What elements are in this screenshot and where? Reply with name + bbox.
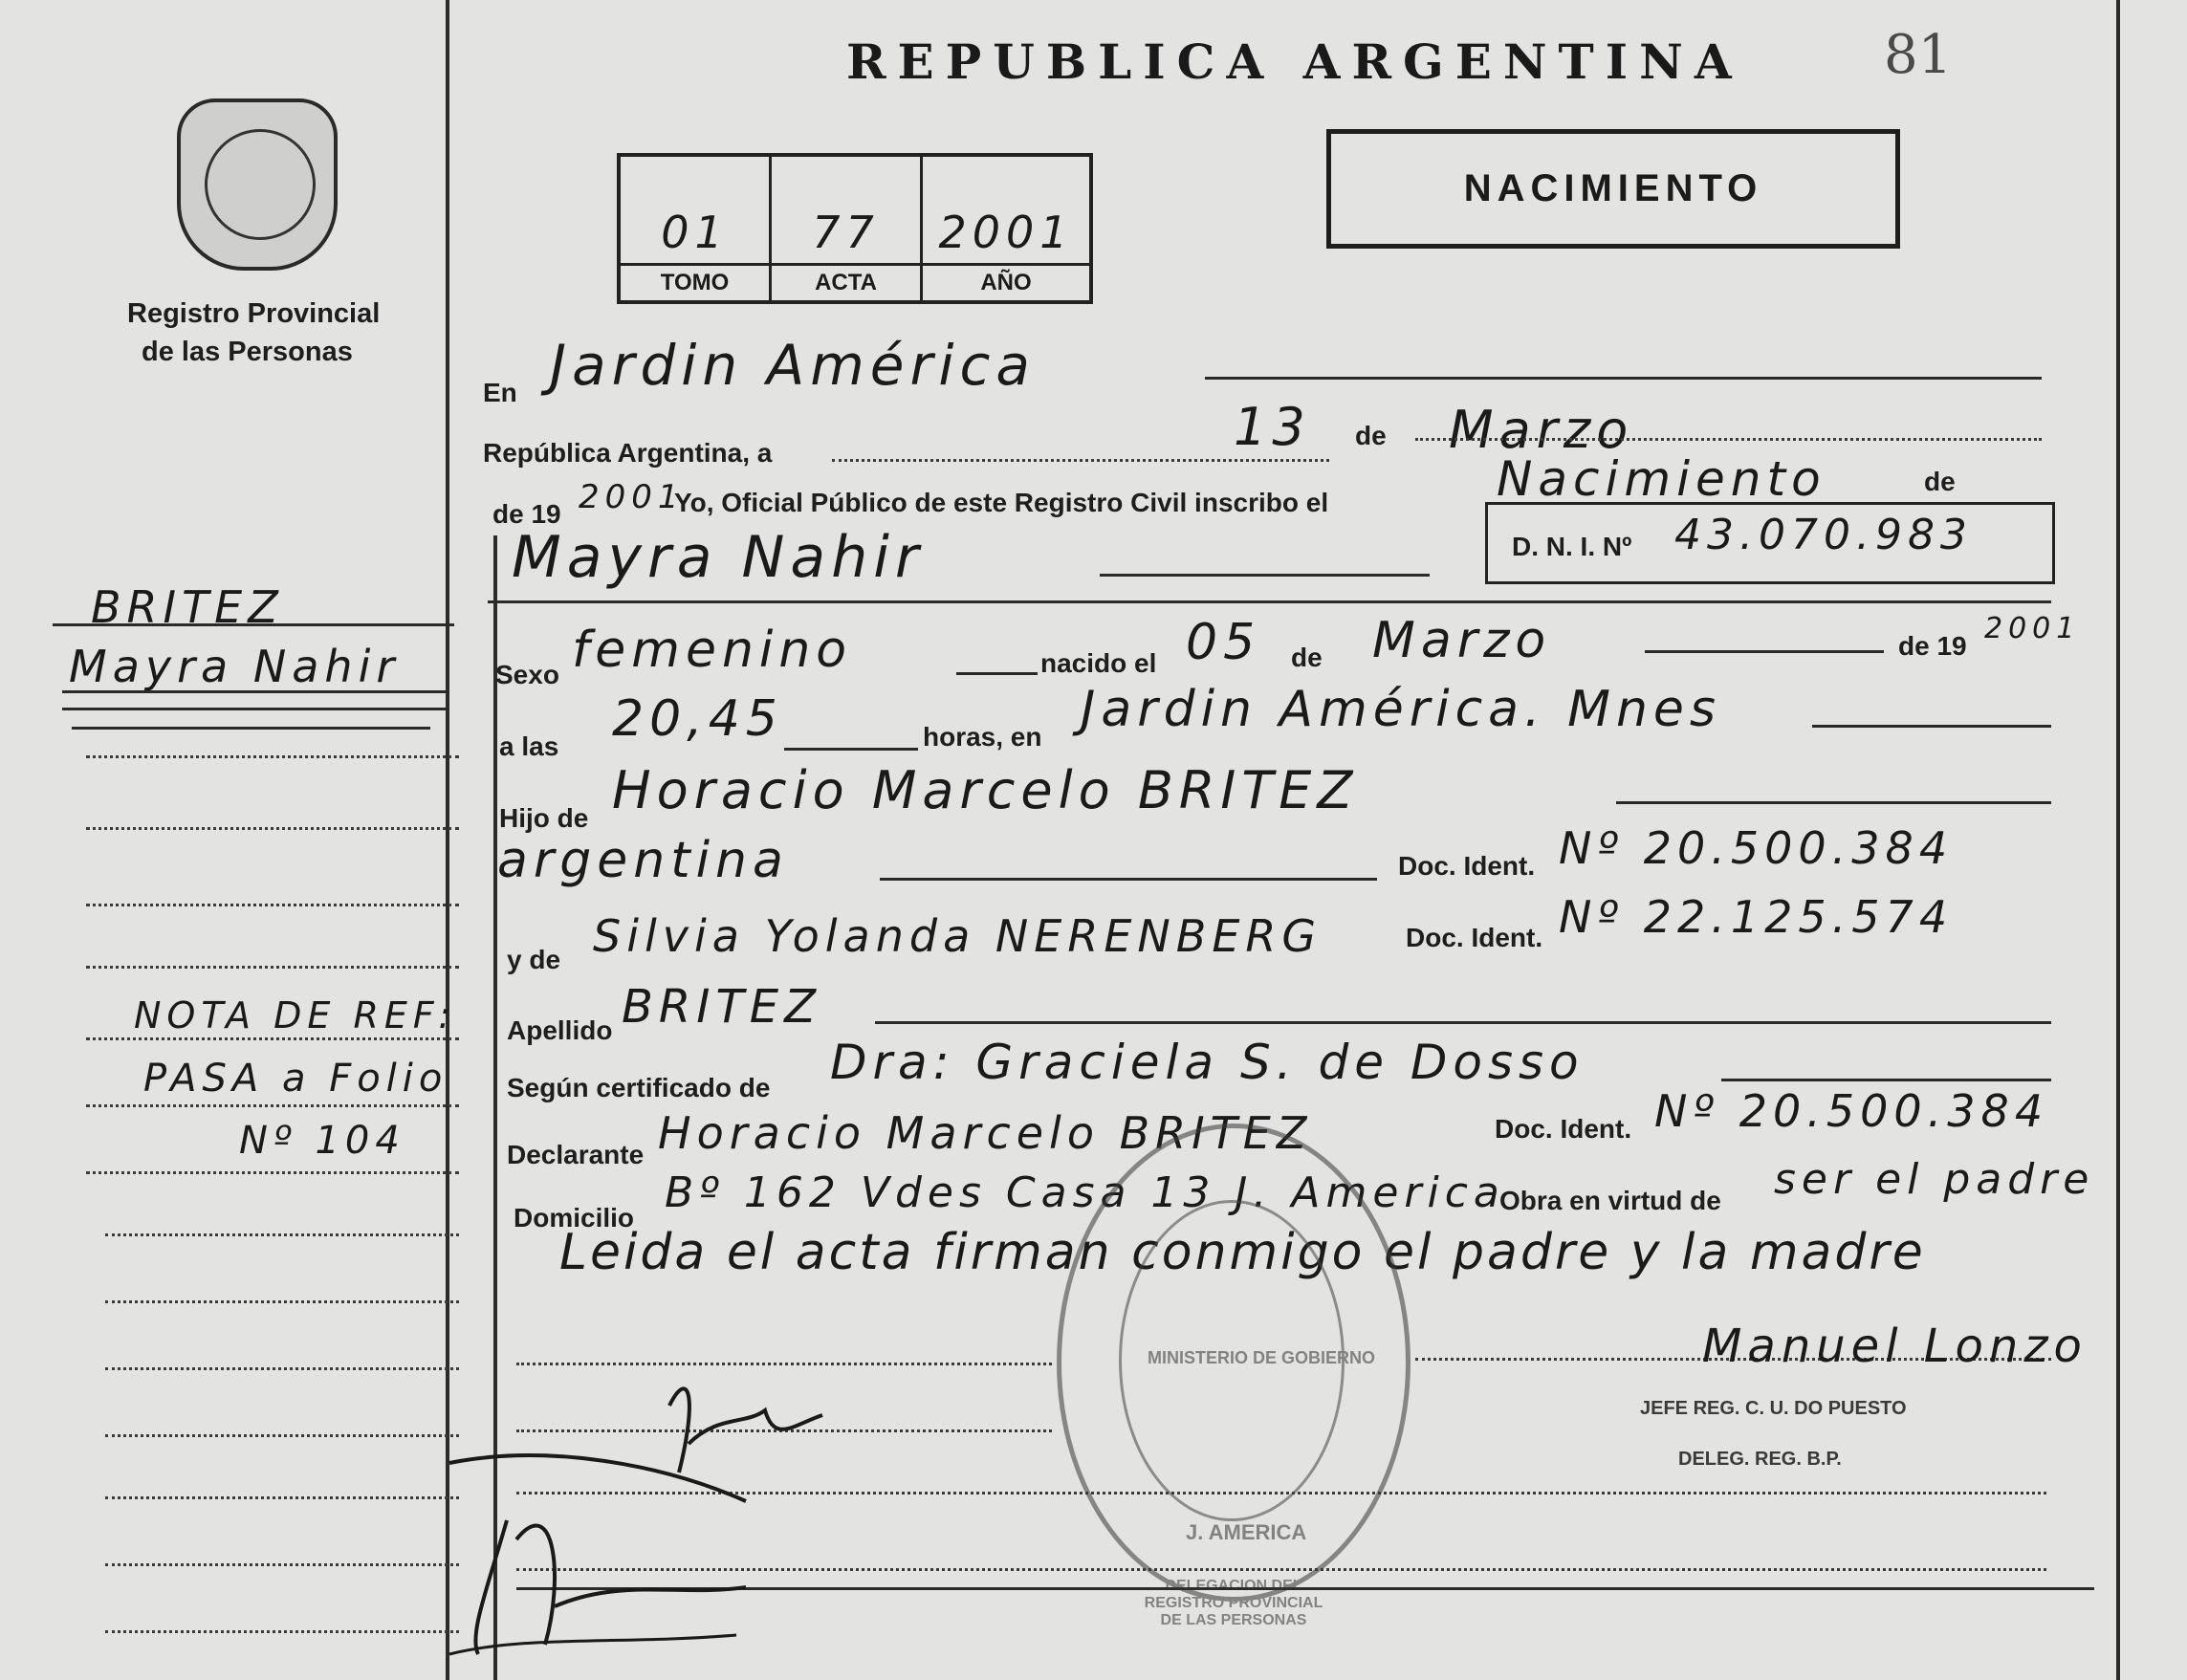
obra-label: Obra en virtud de bbox=[1499, 1186, 1721, 1215]
time-value: 20,45 bbox=[612, 690, 783, 748]
nacido-label: nacido el bbox=[1040, 648, 1157, 678]
de-label: de bbox=[1355, 421, 1387, 450]
tomo-label: TOMO bbox=[621, 263, 769, 300]
country-title: REPUBLICA ARGENTINA bbox=[846, 33, 1743, 90]
declarante-doc: Nº 20.500.384 bbox=[1654, 1085, 2049, 1137]
folio-number: 81 bbox=[1884, 24, 1953, 86]
issuer-line-1: Registro Provincial bbox=[127, 298, 381, 329]
apellido-label: Apellido bbox=[507, 1015, 613, 1045]
obra-value: ser el padre bbox=[1774, 1155, 2095, 1204]
acta-cell bbox=[772, 157, 923, 300]
registry-stamp-icon bbox=[1057, 1124, 1411, 1628]
officer-stamp-line-2: DELEG. REG. B.P. bbox=[1678, 1449, 1842, 1470]
parents-signatures bbox=[430, 1358, 928, 1673]
issuer-line-2: de las Personas bbox=[142, 337, 353, 367]
ano-cell bbox=[923, 157, 1089, 300]
birth-month: Marzo bbox=[1372, 612, 1552, 669]
de-year-label: de 19 bbox=[492, 499, 561, 529]
de-year-label-2: de 19 bbox=[1898, 631, 1967, 661]
province-seal-icon bbox=[177, 98, 338, 271]
margin-note-line-2: PASA a Folio bbox=[143, 1057, 448, 1101]
closing-value: Leida el acta firman conmigo el padre y la madre bbox=[559, 1224, 1926, 1281]
ano-label: AÑO bbox=[923, 263, 1089, 300]
declarante-doc-label: Doc. Ident. bbox=[1495, 1114, 1632, 1144]
y-de-label: y de bbox=[507, 945, 561, 974]
mother-value: Silvia Yolanda NERENBERG bbox=[593, 910, 1323, 962]
father-nationality: argentina bbox=[497, 832, 789, 889]
hijo-label: Hijo de bbox=[499, 803, 589, 833]
tomo-cell bbox=[621, 157, 772, 300]
dni-label: D. N. I. Nº bbox=[1512, 532, 1632, 561]
margin-note-line-1: NOTA DE REF: bbox=[134, 994, 457, 1036]
horas-label: horas, en bbox=[923, 722, 1042, 752]
declarante-label: Declarante bbox=[507, 1140, 645, 1169]
sexo-value: femenino bbox=[572, 622, 853, 679]
domicilio-label: Domicilio bbox=[514, 1203, 635, 1233]
mother-doc-label: Doc. Ident. bbox=[1406, 923, 1543, 952]
domicilio-value: Bº 162 Vdes Casa 13 J. America bbox=[665, 1168, 1505, 1217]
inscribo-value: Nacimiento bbox=[1497, 451, 1826, 507]
stamp-bottom-text: J. AMERICA bbox=[1186, 1520, 1307, 1544]
dni-box bbox=[1485, 502, 2055, 584]
father-doc-label: Doc. Ident. bbox=[1398, 851, 1536, 881]
right-frame-line bbox=[2116, 0, 2120, 1680]
officer-stamp-line-1: JEFE REG. C. U. DO PUESTO bbox=[1640, 1398, 1907, 1419]
en-value: Jardin América bbox=[550, 333, 1036, 398]
stamp-inner-text: MINISTERIO DE GOBIERNO bbox=[1148, 1348, 1376, 1367]
birth-year: 2001 bbox=[1984, 612, 2081, 645]
sexo-label: Sexo bbox=[495, 660, 559, 689]
margin-given-name: Mayra Nahir bbox=[69, 641, 401, 692]
apellido-value: BRITEZ bbox=[622, 980, 821, 1034]
en-line bbox=[1205, 377, 2042, 380]
ano-value: 2001 bbox=[938, 207, 1074, 258]
en-label: En bbox=[483, 378, 517, 407]
de-label-2: de bbox=[1291, 643, 1323, 672]
mother-doc: Nº 22.125.574 bbox=[1559, 891, 1954, 943]
birth-day: 05 bbox=[1186, 614, 1261, 671]
father-doc: Nº 20.500.384 bbox=[1559, 822, 1954, 874]
record-number-box bbox=[617, 153, 1093, 304]
place-value: Jardin América. Mnes bbox=[1081, 681, 1721, 738]
dni-value: 43.070.983 bbox=[1674, 511, 1973, 559]
a-las-label: a las bbox=[499, 731, 559, 761]
certificado-value: Dra: Graciela S. de Dosso bbox=[830, 1035, 1585, 1090]
de-after-label: de bbox=[1924, 467, 1956, 496]
father-value: Horacio Marcelo BRITEZ bbox=[612, 760, 1359, 820]
acta-label: ACTA bbox=[772, 263, 920, 300]
document-type-box: NACIMIENTO bbox=[1326, 129, 1900, 249]
day-value: 13 bbox=[1234, 397, 1311, 457]
acta-value: 77 bbox=[812, 207, 880, 258]
declarante-value: Horacio Marcelo BRITEZ bbox=[658, 1107, 1313, 1159]
margin-surname: BRITEZ bbox=[91, 581, 284, 633]
yo-text: Yo, Oficial Público de este Registro Civil inscribo el bbox=[674, 488, 1329, 517]
stamp-ring-text: DELEGACION DEL REGISTRO PROVINCIAL DE LAS PERSONAS bbox=[1144, 1578, 1323, 1628]
month-value: Marzo bbox=[1449, 400, 1634, 460]
year-value: 2001 bbox=[579, 478, 685, 516]
name-value: Mayra Nahir bbox=[512, 524, 925, 591]
tomo-value: 01 bbox=[661, 207, 729, 258]
margin-note-line-3: Nº 104 bbox=[239, 1119, 405, 1163]
republica-label: República Argentina, a bbox=[483, 438, 773, 468]
officer-signature: Manuel Lonzo bbox=[1702, 1320, 2088, 1373]
segun-label: Según certificado de bbox=[507, 1073, 771, 1102]
